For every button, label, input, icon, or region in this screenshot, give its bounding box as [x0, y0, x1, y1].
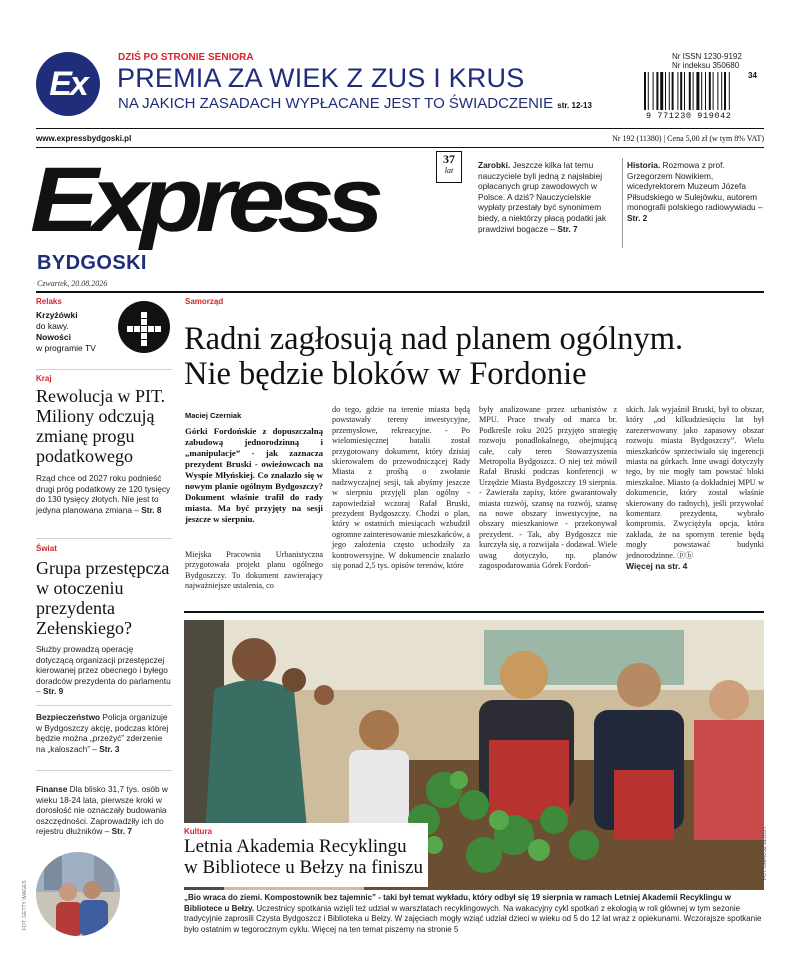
fin-bold: Finanse — [36, 784, 68, 794]
bezp-text: Policja organizuje w Bydgoszczy akcję, podczas której będzie można „przeżyć” zderzenie na „kaloszach” – — [36, 712, 169, 754]
sidebar-divider — [36, 705, 172, 706]
relaks-item: do kawy. — [36, 321, 69, 331]
sidebar-divider — [36, 369, 172, 370]
swiat-body-text: Służby prowadzą operację dotyczącą organizacji przestępczej kierowanej przez obecnego i byłego doradców prezydenta do parlamentu – — [36, 644, 171, 697]
teaser-zarobki-bold: Zarobki. — [478, 160, 511, 170]
main-col3: były analizowane przez urbanistów z MPU. Prace trwały od marca br. Podkreśle roku 2025 przyjęto strategię rozwoju ponadlokalnego, obejmującą całe, cały teren Stowarzyszenia Metropolia Bydgoszcz. O niej też mówił Rafał Bruski podczas konferencji w Urzędzie Miasta Bydgoszczy 19 sierpnia. - Zawierała zapisy, które gwarantowały miasta rozwój, szansę na rozwój, szansę na nowe obszary inwestycyjne, na obszary mieszkaniowe - przekonywał prezydent. - Tak, aby Bydgoszcz nie kurczyła się, a rozwijała - dodawał. Wiele uwag dotyczyło, np. planów zagospodarowania Górek Fordoń- — [479, 405, 617, 571]
bezp-bold: Bezpieczeństwo — [36, 712, 101, 722]
swiat-ref: Str. 9 — [42, 686, 64, 697]
fin-ref: Str. 7 — [111, 826, 132, 837]
main-col2: do tego, gdzie na terenie miasta będą powstawały tereny inwestycyjne, przemysłowe, rekreacyjne. - Po wielomiesięcznej batalii został przygotowany dokument, który dzisiaj skierowałem do przewodniczącej Rady Miasta z prośbą o zwołanie nadzwyczajnej sesji, tak abyśmy jeszcze w sierpniu przyjęli plan ogólny - zapowiedział wczoraj Rafał Bruski, prezydent Bydgoszczy. Chodzi o plan, który w ostatnich miesiącach wzbudził ogromne zainteresowanie mieszkańców, a jego założenia często uchodziły za kontrowersyjne. W dokumencie znalazło się ponad 2,5 tys. opisów terenów, które — [332, 405, 470, 571]
teaser-historia-text: Rozmowa z prof. Grzegorzem Nowikiem, wicedyrektorem Muzeum Józefa Piłsudskiego w Sulejówku, autorem monografii polskiego radiowywiadu – — [627, 160, 763, 213]
teaser-historia[interactable] — [627, 160, 764, 224]
swiat-body — [36, 644, 172, 697]
barcode-number: 9 771230 919042 — [646, 111, 732, 121]
finanse-brief[interactable] — [36, 784, 172, 837]
top-rule — [36, 128, 764, 129]
anniversary-badge — [436, 151, 462, 183]
kraj-body-text: Rząd chce od 2027 roku podnieść drugi próg podatkowy ze 120 tysięcy do 130 tysięcy złotych. Nie jest to jedyna planowana zmiana – — [36, 473, 171, 515]
crossword-icon — [118, 301, 170, 353]
masthead-rule — [36, 147, 764, 148]
kraj-ref: Str. 8 — [141, 504, 162, 515]
swiat-label: Świat — [36, 544, 57, 553]
photo-headline-line1: Letnia Akademia Recyklingu — [184, 836, 407, 857]
seniora-logo: Ex — [36, 52, 100, 116]
relaks-item: Nowości — [36, 332, 71, 342]
teaser-historia-bold: Historia. — [627, 160, 661, 170]
main-col4 — [626, 405, 764, 572]
express-logo: Express — [30, 149, 377, 251]
photo-headline-box[interactable] — [178, 823, 428, 887]
teaser-zarobki-ref: Str. 7 — [557, 223, 578, 234]
index-number: Nr indeksu 350680 — [672, 61, 740, 70]
teaser-zarobki-text: Jeszcze kilka lat temu nauczyciele byli jedną z najsłabiej opłacanych grup zawodowych w Polsce. A dziś? Nauczycielskie wypłaty przestały być synonimem biedy, a niektórzy płacą podatki jak prawdziwi bogacze – — [478, 160, 607, 234]
kraj-headline[interactable]: Rewolucja w PIT. Miliony odczują zmianę progu podatkowego — [36, 386, 166, 466]
author: Maciej Czerniak — [185, 411, 242, 420]
main-col4-text: skich. Jak wyjaśnił Bruski, był to obszar, który „od kilkudziesięciu lat był zarezerwowany jako zapasowy obszar rozwoju miasta Bydgoszczy”. Wielu mieszkańców sprzeciwiało się ingerencji miasta na górkach. Inne uwagi dotyczyły tego, by nie mogły tam powstać bloki mieszkalne. Miasto (a dokładniej MPU w dokumencie, który został właśnie skierowany do radnych), jeśli przywołać komentarz prezydenta, wybrało kompromis. Zwyciężyła opcja, która zakłada, że na spornym terenie będą mogły powstawać budynki jednorodzinne. — [626, 405, 764, 560]
main-col1: Miejska Pracownia Urbanistyczna przygotowała projekt planu ogólnego Bydgoszczy. To dokument zawierający najważniejsze ustalenia, co — [185, 550, 323, 591]
issue-date: Czwartek, 20.08.2026 — [37, 279, 108, 288]
photo-caption — [184, 893, 764, 935]
relaks-list[interactable] — [36, 310, 96, 354]
barcode — [642, 72, 764, 116]
main-lead: Górki Fordońskie z dopuszczalną zabudową jednorodzinną i „manipulacje” - jak zaznacza prezydent Bruski - owieżowcach na Wyspie Młyńskiej. Co znalazło się w nowym planie ogólnym Bydgoszczy? Dokument właśnie trafił do rady miasta. Ma być przyjęty na sesji jeszcze w sierpniu. — [185, 426, 323, 524]
teaser-historia-ref: Str. 2 — [627, 212, 648, 223]
photo-credit: FOT. DARIUSZ BLOCH — [762, 827, 768, 880]
anniversary-label: lat — [444, 166, 454, 175]
fin-text: Dla blisko 31,7 tys. osób w wieku 18-24 lata, pierwsze kroki w dorosłość nie oznaczały budowania oszczędności. Zaprowadziły ich do rejestru dłużników – — [36, 784, 168, 837]
main-headline-line2: Nie będzie bloków w Fordonie — [184, 356, 587, 392]
teaser-divider — [622, 158, 623, 248]
relaks-item: Krzyżówki — [36, 310, 78, 320]
main-headline-line1: Radni zagłosują nad planem ogólnym. — [184, 321, 684, 357]
banner-kicker: DZIŚ PO STRONIE SENIORA — [118, 52, 254, 63]
website-link[interactable]: www.expressbydgoski.pl — [36, 134, 132, 143]
main-col4-ref[interactable]: Więcej na str. 4 — [626, 561, 688, 572]
bezp-ref: Str. 3 — [99, 743, 120, 754]
relaks-item: w programie TV — [36, 343, 96, 353]
sidebar-photo — [36, 852, 120, 936]
kraj-label: Kraj — [36, 374, 52, 383]
teaser-zarobki[interactable] — [478, 160, 616, 234]
sidebar-divider — [36, 770, 172, 771]
main-rule — [36, 291, 764, 293]
issn: Nr ISSN 1230-9192 — [672, 52, 742, 61]
issue-info: Nr 192 (11380) | Cena 5,00 zł (w tym 8% VAT) — [612, 134, 764, 143]
bezpieczenstwo-brief[interactable] — [36, 712, 172, 754]
anniversary-number: 37 — [443, 152, 455, 166]
main-headline[interactable] — [184, 322, 764, 392]
banner-pages: str. 12-13 — [557, 101, 592, 110]
photo-caption-bold: „Bio wraca do ziemi. Kompostownik bez tajemnic” - taki był temat wykładu, który odbył się 19 sierpnia w ramach Letniej Akademii Recyklingu w Bibliotece u Bełzy. — [184, 893, 731, 913]
photo-headline-line2: w Bibliotece u Bełzy na finiszu — [184, 857, 424, 878]
sidebar-photo-credit: FOT. GETTY IMAGES — [22, 880, 28, 930]
banner-headline: PREMIA ZA WIEK Z ZUS I KRUS — [117, 63, 525, 93]
banner-subhead — [118, 95, 592, 112]
kraj-body — [36, 473, 172, 515]
main-section-label: Samorząd — [185, 297, 224, 306]
relaks-label: Relaks — [36, 297, 62, 306]
photo-rule — [184, 611, 764, 613]
sidebar-divider — [36, 538, 172, 539]
banner-subhead-text: NA JAKICH ZASADACH WYPŁACANE JEST TO ŚWIADCZENIE — [118, 95, 554, 112]
barcode-issue: 34 — [748, 71, 757, 80]
swiat-headline[interactable]: Grupa przestępcza w otoczeniu prezydenta Zełenskiego? — [36, 558, 170, 638]
photo-caption-text: Uczestnicy spotkania wzięli też udział w warsztatach recyklingowych. Na wakacyjny cykl spotkań z ekologią w roli głównej w tym sezonie tradycyjnie zaprosili Czysta Bydgoszcz i Biblioteka u Bełzy. W zajęciach mogły wziąć udział dzieci w wieku od 5 do 12 lat wraz z opiekunami. Wczorajsze spotkanie było ostatnim w tegorocznym cyklu. Więcej na ten temat piszemy na stronie 5 — [184, 903, 762, 934]
photo-section-label: Kultura — [184, 827, 212, 836]
bydgoski-logo: BYDGOSKI — [37, 252, 147, 274]
main-col4-mark: ⓟⓑ — [676, 550, 694, 560]
